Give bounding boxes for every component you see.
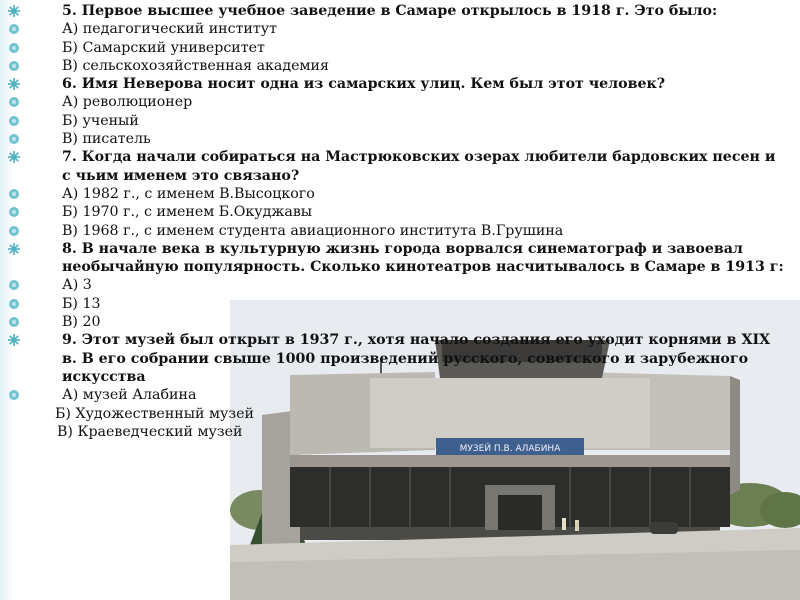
answer-line	[8, 405, 788, 423]
line-text: В) Краеведческий музей	[57, 423, 243, 440]
dot-bullet-icon	[8, 188, 20, 200]
answer-line	[8, 57, 788, 75]
dot-bullet-icon	[8, 23, 20, 35]
burst-bullet-icon	[8, 151, 20, 163]
answer-line	[8, 295, 788, 313]
line-text: А) музей Алабина	[62, 387, 197, 404]
dot-bullet-icon	[8, 298, 20, 310]
line-text: В) 1968 г., с именем студента авиационного института В.Грушина	[62, 222, 564, 239]
quiz-text	[8, 2, 788, 441]
burst-bullet-icon	[8, 5, 20, 17]
line-text: А) 1982 г., с именем В.Высоцкого	[62, 185, 315, 202]
line-text: А) революционер	[62, 94, 193, 111]
question-line	[8, 331, 788, 386]
answer-line	[8, 386, 788, 404]
line-text: Б) 13	[62, 295, 101, 312]
line-text: 8. В начале века в культурную жизнь города ворвался синематограф и завоевал необычайную популярность. Сколько кинотеатров насчитывалось в Самаре в 1913 г:	[62, 240, 784, 276]
line-text: Б) Самарский университет	[62, 39, 265, 56]
answer-line	[8, 112, 788, 130]
answer-line	[8, 39, 788, 57]
line-text: А) педагогический институт	[62, 21, 277, 38]
dot-bullet-icon	[8, 206, 20, 218]
burst-bullet-icon	[8, 243, 20, 255]
dot-bullet-icon	[8, 96, 20, 108]
line-text: В) 20	[62, 314, 101, 331]
answer-line	[8, 130, 788, 148]
dot-bullet-icon	[8, 279, 20, 291]
question-line	[8, 148, 788, 185]
answer-line	[8, 313, 788, 331]
line-text: В) писатель	[62, 131, 151, 148]
dot-bullet-icon	[8, 225, 20, 237]
dot-bullet-icon	[8, 133, 20, 145]
answer-line	[8, 222, 788, 240]
question-line	[8, 240, 788, 277]
dot-bullet-icon	[8, 60, 20, 72]
dot-bullet-icon	[8, 316, 20, 328]
answer-line	[8, 20, 788, 38]
building-sign-text: МУЗЕЙ П.В. АЛАБИНА	[459, 444, 561, 454]
answer-line	[8, 93, 788, 111]
burst-bullet-icon	[8, 334, 20, 346]
line-text: 7. Когда начали собираться на Мастрюковских озерах любители бардовских песен и с чьим именем это связано?	[62, 149, 776, 184]
question-line	[8, 75, 788, 93]
line-text: Б) ученый	[62, 112, 139, 129]
line-text: 5. Первое высшее учебное заведение в Самаре открылось в 1918 г. Это было:	[62, 3, 718, 19]
line-text: 6. Имя Неверова носит одна из самарских улиц. Кем был этот человек?	[62, 76, 666, 93]
dot-bullet-icon	[8, 42, 20, 54]
line-text: Б) Художественный музей	[55, 405, 254, 422]
answer-line	[8, 185, 788, 203]
answer-line	[8, 276, 788, 294]
dot-bullet-icon	[8, 115, 20, 127]
burst-bullet-icon	[8, 78, 20, 90]
line-text: 9. Этот музей был открыт в 1937 г., хотя начало создания его уходит корнями в XIX в. В его собрании свыше 1000 произведений русского, советского и зарубежного искусства	[62, 332, 771, 385]
line-text: А) 3	[62, 277, 92, 294]
dot-bullet-icon	[8, 389, 20, 401]
line-text: В) сельскохозяйственная академия	[62, 57, 329, 74]
answer-line	[8, 423, 788, 441]
answer-line	[8, 203, 788, 221]
question-line	[8, 2, 788, 20]
line-text: Б) 1970 г., с именем Б.Окуджавы	[62, 204, 313, 221]
